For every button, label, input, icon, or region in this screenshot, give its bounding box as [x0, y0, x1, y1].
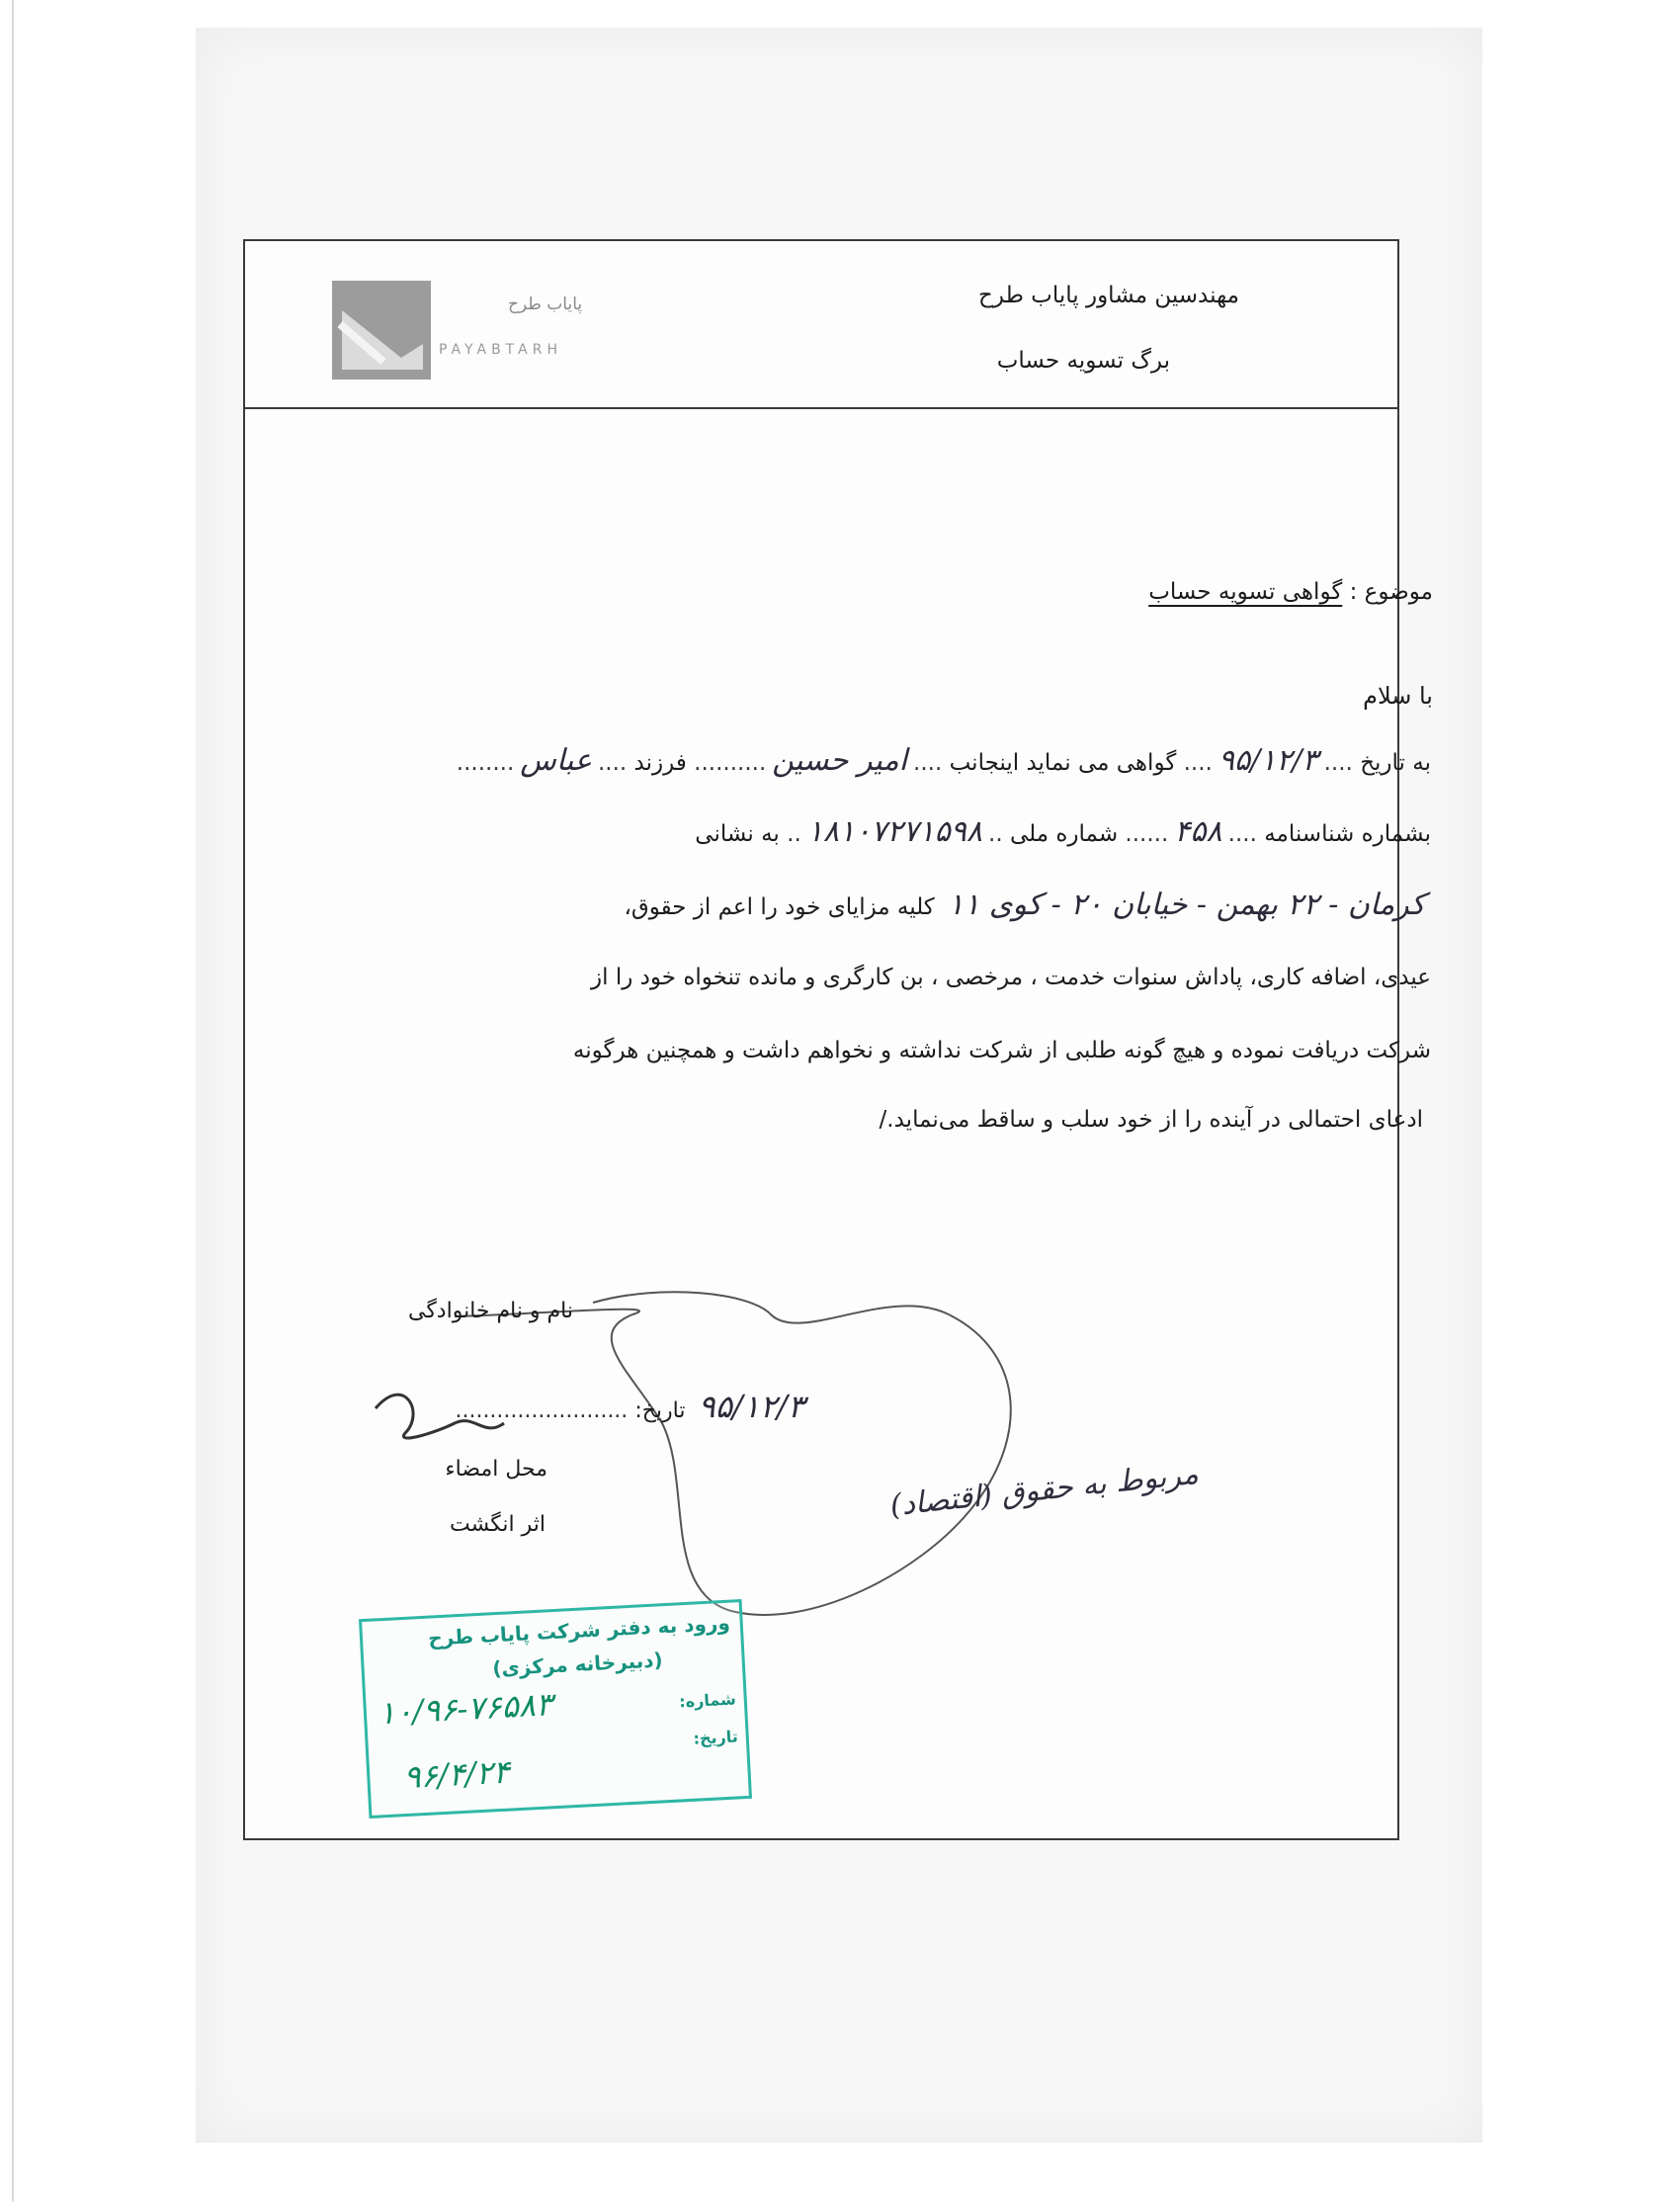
- handwritten-birth-cert: ۴۵۸: [1174, 814, 1222, 849]
- stamp-title: ورود به دفتر شرکت پایاب طرح: [427, 1610, 731, 1651]
- handwritten-national-id: ۱۸۱۰۷۲۷۱۵۹۸: [806, 814, 983, 849]
- form-title: برگ تسویه حساب: [996, 348, 1170, 374]
- greeting: با سلام: [1363, 682, 1433, 710]
- certify-text: گواهی می نماید اینجانب: [949, 750, 1177, 776]
- form-header: [245, 241, 1397, 409]
- stamp-date-label: تاریخ:: [693, 1727, 739, 1748]
- body-line-2: بشماره شناسنامه ....۴۵۸...... شماره ملی ..۱۸۱۰۷۲۷۱۵۹۸.. به نشانی: [695, 814, 1431, 849]
- company-logo: [332, 281, 583, 389]
- date-prefix: به تاریخ: [1360, 750, 1431, 776]
- body-line-4: عیدی، اضافه کاری، پاداش سنوات خدمت ، مرخصی ، بن کارگری و مانده تنخواه خود را از: [591, 965, 1431, 990]
- logo-mark-icon: [332, 281, 431, 380]
- handwritten-date: ۹۵/۱۲/۳: [1218, 743, 1318, 778]
- handwritten-address: کرمان - ۲۲ بهمن - خیابان ۲۰ - کوی ۱۱: [948, 888, 1425, 922]
- address-label: به نشانی: [695, 821, 780, 847]
- logo-text-en: PAYABTARH: [439, 342, 562, 358]
- handwritten-name: امیر حسین: [772, 743, 908, 778]
- footer-date-label: تاریخ:: [634, 1398, 686, 1423]
- body-line-1: به تاریخ ....۹۵/۱۲/۳.... گواهی می نماید اینجانب ....امیر حسین.......... فرزند ....عباس........: [456, 743, 1431, 778]
- scan-edge: [12, 0, 14, 2202]
- handwritten-side-note: مربوط به حقوق (اقتصاد): [888, 1456, 1201, 1524]
- fingerprint-label: اثر انگشت: [450, 1512, 546, 1537]
- footer-date-line: ۹۵/۱۲/۳ تاریخ: .........................: [455, 1388, 810, 1425]
- body-line-3: [624, 888, 1431, 922]
- registry-stamp: [359, 1599, 752, 1819]
- handwritten-father-name: عباس: [520, 743, 592, 778]
- body-line-6: ادعای احتمالی در آینده را از خود سلب و ساقط می‌نماید./: [879, 1107, 1423, 1133]
- benefits-text: کلیه مزایای خود را اعم از حقوق،: [624, 894, 935, 920]
- subject-label: موضوع :: [1349, 579, 1433, 605]
- birth-cert-label: بشماره شناسنامه: [1264, 821, 1431, 847]
- stamp-subtitle: (دبیرخانه مرکزی): [491, 1648, 664, 1681]
- stamp-number: ۱۰/۹۶-۷۶۵۸۳: [377, 1685, 554, 1733]
- subject-value: گواهی تسویه حساب: [1148, 579, 1343, 605]
- national-id-label: شماره ملی: [1009, 821, 1119, 847]
- subject-line: [1148, 579, 1433, 605]
- stamp-number-label: شماره:: [678, 1689, 737, 1712]
- footer-handwritten-date: ۹۵/۱۲/۳: [698, 1388, 804, 1425]
- child-of-label: فرزند: [633, 750, 687, 776]
- name-label: نام و نام خانوادگی: [407, 1299, 573, 1323]
- logo-text-fa: پایاب طرح: [508, 295, 583, 314]
- body-line-5: شرکت دریافت نموده و هیچ گونه طلبی از شرکت نداشته و نخواهم داشت و همچنین هرگونه: [572, 1038, 1431, 1063]
- company-name: مهندسین مشاور پایاب طرح: [978, 283, 1239, 308]
- stamp-date: ۹۶/۴/۲۴: [402, 1752, 511, 1797]
- signature-place-label: محل امضاء: [445, 1457, 547, 1482]
